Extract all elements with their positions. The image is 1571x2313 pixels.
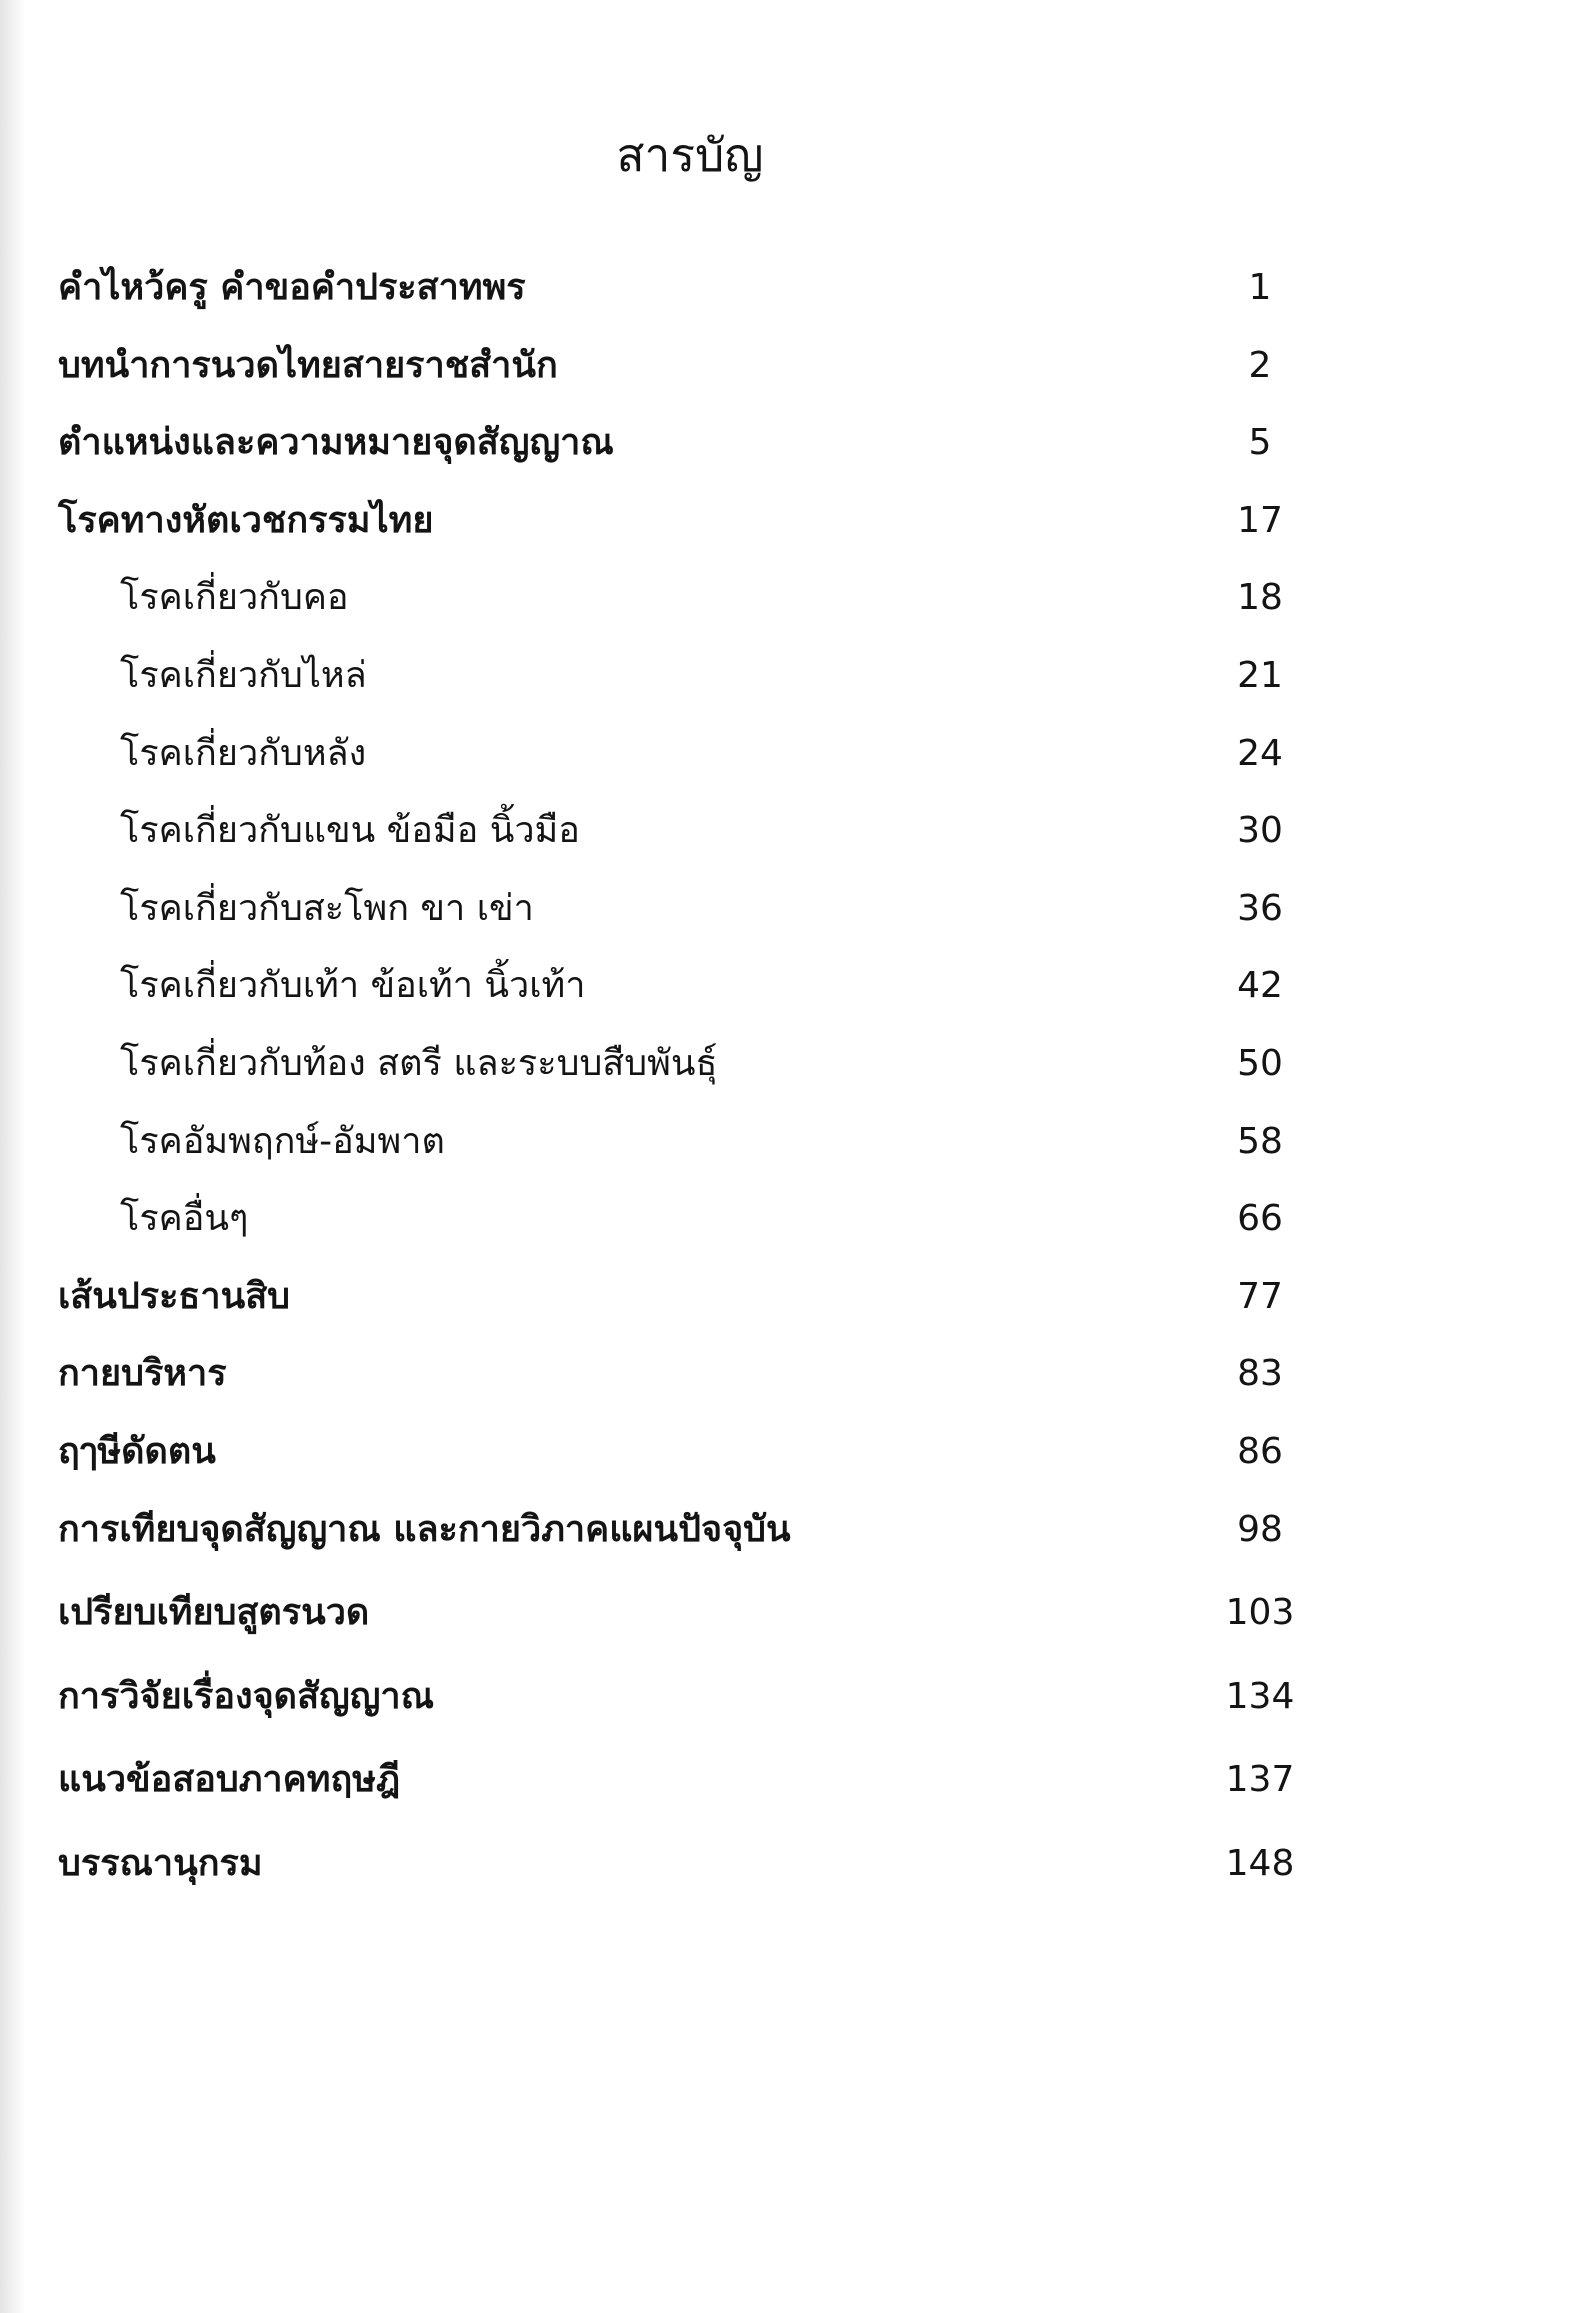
toc-subentry-page: 21 xyxy=(1237,654,1283,696)
toc-entry xyxy=(58,1665,1330,1749)
toc-subentry-label: โรคเกี่ยวกับสะโพก ขา เข่า xyxy=(120,887,534,929)
toc-subentry-label: โรคเกี่ยวกับเท้า ข้อเท้า นิ้วเท้า xyxy=(120,965,586,1007)
toc-subentry-page: 30 xyxy=(1237,810,1283,852)
toc-entry-label: แนวข้อสอบภาคทฤษฎี xyxy=(58,1759,401,1800)
toc-subentry-label: โรคเกี่ยวกับไหล่ xyxy=(120,654,367,696)
toc-subentry-label: โรคเกี่ยวกับคอ xyxy=(120,577,349,619)
toc-subentry-page: 42 xyxy=(1237,965,1283,1007)
toc-entry xyxy=(58,334,1330,412)
toc-subentry-page: 66 xyxy=(1237,1198,1283,1240)
toc-entry-page: 86 xyxy=(1237,1430,1283,1472)
toc-subentry xyxy=(58,1032,1330,1110)
toc-subentry-page: 18 xyxy=(1237,577,1283,619)
toc-entry xyxy=(58,256,1330,334)
toc-subentry-label: โรคอื่นๆ xyxy=(120,1198,249,1240)
toc-entry xyxy=(58,1420,1330,1498)
toc-subentry-label: โรคเกี่ยวกับหลัง xyxy=(120,732,367,774)
toc-subentry xyxy=(58,954,1330,1032)
toc-entry xyxy=(58,489,1330,567)
toc-entry-label: เปรียบเทียบสูตรนวด xyxy=(58,1592,370,1633)
toc-entry-page: 134 xyxy=(1225,1675,1295,1717)
toc-entry xyxy=(58,1342,1330,1420)
toc-entry-label: การวิจัยเรื่องจุดสัญญาณ xyxy=(58,1675,434,1717)
toc-entry-label: ฤๅษีดัดตน xyxy=(58,1430,216,1472)
toc-entry xyxy=(58,1581,1330,1665)
toc-entry-page: 2 xyxy=(1248,344,1272,386)
toc-subentry-page: 50 xyxy=(1237,1042,1283,1084)
toc-subentry xyxy=(58,877,1330,955)
toc-entry-label: โรคทางหัตเวชกรรมไทย xyxy=(58,499,434,541)
toc-entry-page: 98 xyxy=(1237,1508,1283,1550)
toc-subentry-label: โรคเกี่ยวกับท้อง สตรี และระบบสืบพันธุ์ xyxy=(120,1042,718,1084)
toc-entry xyxy=(58,1265,1330,1343)
toc-subentry-page: 24 xyxy=(1237,732,1283,774)
toc-entry-label: เส้นประธานสิบ xyxy=(58,1275,291,1317)
toc-subentry xyxy=(58,644,1330,722)
toc-entry-label: กายบริหาร xyxy=(58,1353,227,1395)
toc-entry-label: การเทียบจุดสัญญาณ และกายวิภาคแผนปัจจุบัน xyxy=(58,1508,791,1550)
toc-entry xyxy=(58,411,1330,489)
toc-subentry xyxy=(58,566,1330,644)
page-edge-shadow xyxy=(0,0,26,2313)
toc-subentry-label: โรคอัมพฤกษ์-อัมพาต xyxy=(120,1120,445,1162)
toc-entry-page: 148 xyxy=(1225,1842,1295,1884)
table-of-contents xyxy=(58,256,1330,1915)
toc-entry xyxy=(58,1748,1330,1832)
toc-entry-page: 5 xyxy=(1248,422,1272,464)
toc-subentry xyxy=(58,799,1330,877)
toc-subentry xyxy=(58,1187,1330,1265)
toc-subentry xyxy=(58,1110,1330,1188)
toc-subentry-page: 36 xyxy=(1237,887,1283,929)
toc-entry-page: 137 xyxy=(1225,1759,1295,1800)
toc-entry-page: 1 xyxy=(1248,267,1272,308)
page-title: สารบัญ xyxy=(616,128,764,182)
toc-entry-label: บรรณานุกรม xyxy=(58,1842,263,1884)
toc-entry-label: บทนำการนวดไทยสายราชสำนัก xyxy=(58,344,558,386)
toc-entry-page: 83 xyxy=(1237,1353,1283,1395)
toc-subentry-label: โรคเกี่ยวกับแขน ข้อมือ นิ้วมือ xyxy=(120,810,580,852)
toc-entry-label: ตำแหน่งและความหมายจุดสัญญาณ xyxy=(58,422,614,464)
toc-subentry-page: 58 xyxy=(1237,1120,1283,1162)
toc-subentry xyxy=(58,722,1330,800)
toc-entry-label: คำไหว้ครู คำขอคำประสาทพร xyxy=(58,267,526,308)
toc-entry-page: 77 xyxy=(1237,1275,1283,1317)
toc-entry-page: 17 xyxy=(1237,499,1283,541)
toc-entry xyxy=(58,1498,1330,1582)
toc-entry-page: 103 xyxy=(1225,1592,1295,1633)
toc-entry xyxy=(58,1832,1330,1916)
